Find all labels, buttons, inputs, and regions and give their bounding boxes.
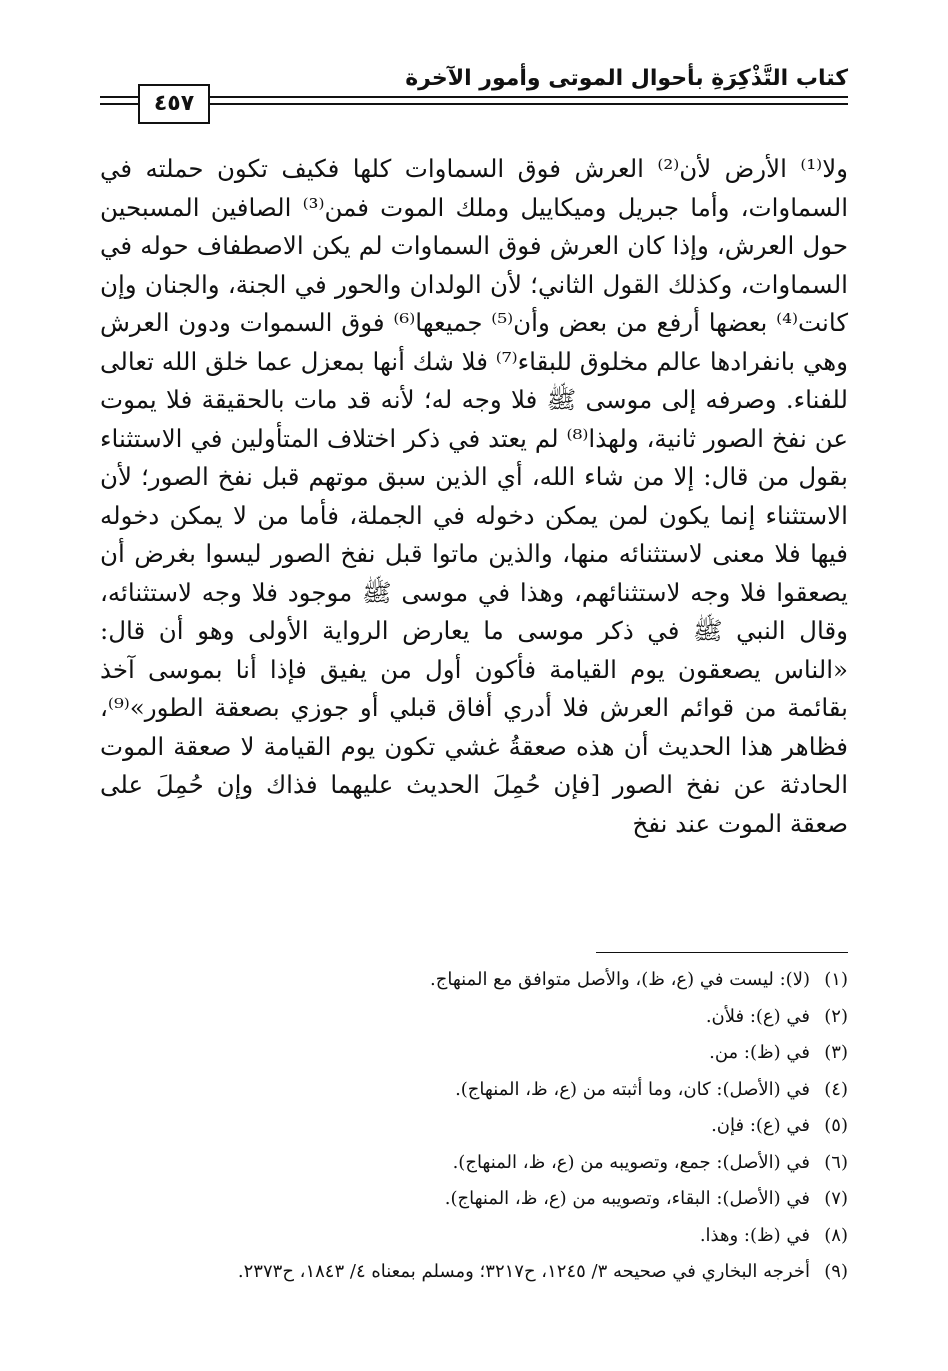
footnote-item	[100, 1181, 848, 1218]
header-rule-left	[100, 103, 138, 105]
footnote-number: (٦)	[824, 1151, 848, 1173]
footnote-text: (لا): ليست في (ع، ظ)، والأصل متوافق مع المنهاج.	[430, 969, 810, 990]
footnote-item	[100, 1072, 848, 1109]
footnote-item	[100, 1254, 848, 1291]
footnotes-list	[100, 962, 848, 1291]
footnote-item	[100, 962, 848, 999]
footnote-number: (٤)	[824, 1078, 848, 1100]
footnote-text: في (الأصل): جمع، وتصويبه من (ع، ظ، المنهاج).	[452, 1151, 810, 1173]
footnote-item	[100, 1218, 848, 1255]
footnote-text: في (الأصل): كان، وما أثبته من (ع، ظ، المنهاج).	[455, 1078, 810, 1100]
footnote-item	[100, 1035, 848, 1072]
footnote-text: في (ظ): وهذا.	[699, 1224, 810, 1246]
footnote-number: (٧)	[824, 1188, 848, 1209]
running-header-title: كتاب التَّذْكِرَةِ بأحوال الموتى وأمور الآخرة	[405, 66, 848, 91]
page-number: ٤٥٧	[138, 84, 210, 124]
header-rule-double	[210, 103, 848, 105]
footnote-text: أخرجه البخاري في صحيحه ٣/ ١٢٤٥، ح٣٢١٧؛ ومسلم بمعناه ٤/ ١٨٤٣، ح٢٣٧٣.	[237, 1261, 810, 1282]
header-rule	[100, 96, 848, 98]
footnote-number: (٣)	[824, 1042, 848, 1063]
footnote-number: (٢)	[824, 1005, 848, 1027]
main-text	[100, 150, 848, 843]
footnote-item	[100, 1145, 848, 1182]
footnote-text: في (الأصل): البقاء، وتصويبه من (ع، ظ، المنهاج).	[444, 1188, 810, 1209]
footnote-number: (٥)	[824, 1115, 848, 1136]
footnote-separator	[596, 952, 848, 953]
footnote-item	[100, 1108, 848, 1145]
footnote-number: (٩)	[824, 1261, 848, 1282]
footnote-number: (٨)	[824, 1224, 848, 1246]
body-paragraph: ولا⁽¹⁾ الأرض لأن⁽²⁾ العرش فوق السماوات كلها فكيف تكون حملته في السماوات، وأما جبريل وميكاييل وملك الموت فمن⁽³⁾ الصافين المسبحين حول العرش، وإذا كان العرش فوق السماوات لم يكن الاصطفاف حوله في السماوات، وكذلك القول الثاني؛ لأن الولدان والحور في الجنة، والجنان وإن كانت⁽⁴⁾ بعضها أرفع من بعض وأن⁽⁵⁾ جميعها⁽⁶⁾ فوق السموات ودون العرش وهي بانفرادها عالم مخلوق للبقاء⁽⁷⁾ فلا شك أنها بمعزل عما خلق الله تعالى للفناء. وصرفه إلى موسى ﷺ فلا وجه له؛ لأنه قد مات بالحقيقة فلا يموت عن نفخ الصور ثانية، ولهذا⁽⁸⁾ لم يعتد في ذكر اختلاف المتأولين في الاستثناء بقول من قال: إلا من شاء الله، أي الذين سبق موتهم قبل نفخ الصور؛ لأن الاستثناء إنما يكون لمن يمكن دخوله في الجملة، فأما من لا يمكن دخوله فيها فلا معنى لاستثنائه منها، والذين ماتوا قبل نفخ الصور ليسوا بغرض أن يصعقوا فلا وجه لاستثنائهم، وهذا في موسى ﷺ موجود فلا وجه لاستثنائه، وقال النبي ﷺ في ذكر موسى ما يعارض الرواية الأولى وهو أن قال: «الناس يصعقون يوم القيامة فأكون أول من يفيق فإذا أنا بموسى آخذ بقائمة من قوائم العرش فلا أدري أفاق قبلي أو جوزي بصعقة الطور»⁽⁹⁾، فظاهر هذا الحديث أن هذه صعقةُ غشي تكون يوم القيامة لا صعقة الموت الحادثة عن نفخ الصور [فإن حُمِلَ الحديث عليهما فذاك وإن حُمِلَ على صعقة الموت عند نفخ	[100, 154, 849, 838]
footnote-text: في (ع): فإن.	[711, 1115, 810, 1136]
footnote-text: في (ظ): من.	[709, 1042, 810, 1063]
footnote-text: في (ع): فلأن.	[705, 1005, 810, 1027]
footnote-number: (١)	[824, 969, 848, 990]
footnote-item	[100, 999, 848, 1036]
